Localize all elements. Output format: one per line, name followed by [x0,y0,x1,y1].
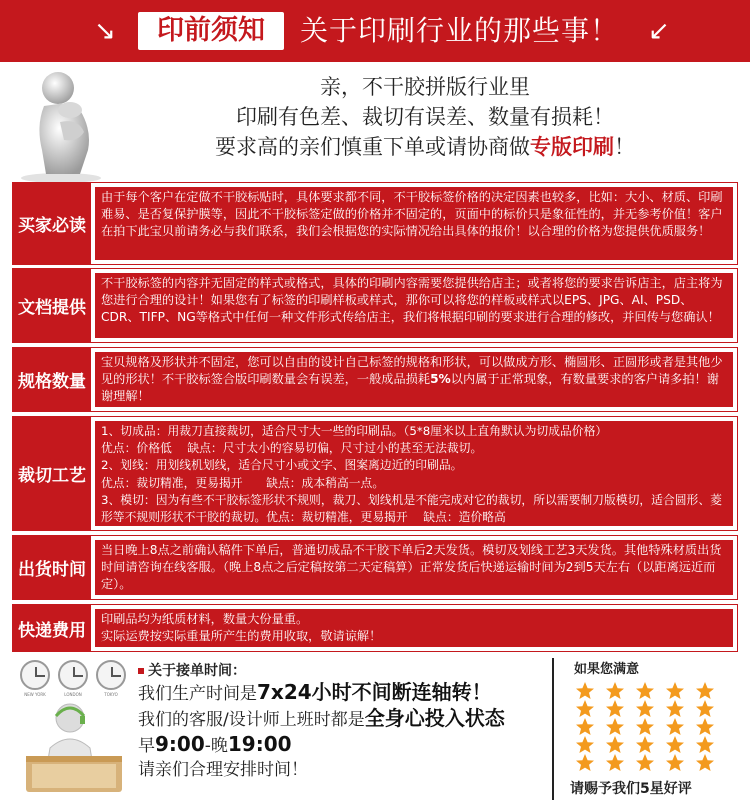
star-icon [636,700,654,718]
rating-prompt [552,658,738,800]
section-label: 快递费用 [13,605,91,651]
star-icon [666,700,684,718]
section-spec-quantity [12,347,738,412]
star-icon [606,682,624,700]
header-tag: 印前须知 [138,12,284,50]
section-body: 印刷品均为纸质材料，数量大份量重。 实际运费按实际重量所产生的费用收取，敬请谅解！ [95,609,733,647]
star-icon [666,754,684,772]
star-icon [606,736,624,754]
star-icon [606,754,624,772]
bottom-info [12,658,738,800]
section-shipping-time [12,535,738,600]
star-icon [666,718,684,736]
loss-rate: 5% [430,372,451,386]
bullet-icon [138,668,144,674]
header-headline: 关于印刷行业的那些事！ [300,14,620,47]
section-shipping-cost [12,604,738,652]
world-clocks: NEW YORK LONDON TOKYO [20,660,130,698]
section-buyer-notice [12,182,738,265]
thinking-person-icon [16,66,106,184]
star-icon [696,736,714,754]
star-icon [576,754,594,772]
section-label: 出货时间 [13,536,91,599]
rating-title: 如果您满意 [574,662,640,677]
star-icon [576,700,594,718]
star-icon [696,754,714,772]
five-star-grid [576,682,726,772]
star-icon [666,736,684,754]
section-label: 文档提供 [13,269,91,342]
star-icon [696,682,714,700]
star-icon [606,700,624,718]
section-file-provision [12,268,738,343]
star-icon [696,700,714,718]
section-label: 规格数量 [13,348,91,411]
header-banner [0,0,750,62]
section-body: 1、切成品：用裁刀直接裁切，适合尺寸大一些的印刷品。（5*8厘米以上直角默认为切成品价格） 优点：价格低 缺点：尺寸太小的容易切偏，尺寸过小的甚至无法裁切。 2、划线：用划线机划线，适合尺寸小或文字、图案离边近的印刷品。 优点：裁切精准，更易揭开 缺点：成本稍高一点。 3、模切：因为有些不干胶标签形状不规则，裁刀、划线机是不能完成对它的裁切，所以需要制刀版模切，适合圆形、菱形等不规则形状不干胶的裁切。优点：裁切精准，更易揭开 缺点：造价略高 [95,421,733,526]
section-body: 宝贝规格及形状并不固定，您可以自由的设计自己标签的规格和形状，可以做成方形、椭圆形、正圆形或者是其他少见的形状！不干胶标签合版印刷数量会有误差，一般成品损耗5%以内属于正常现象，有数量要求的客户请多拍！谢谢理解！ [95,352,733,407]
intro-line-3: 要求高的亲们慎重下单或请协商做专版印刷！ [215,135,635,159]
order-hours: 关于接单时间： 我们生产时间是7x24小时不间断连轴转！ 我们的客服/设计师上班时都是全身心投入状态 早9:00-晚19:00 请亲们合理安排时间！ [138,663,505,780]
clock-icon [20,660,50,690]
arrow-down-left-icon: ↙ [648,16,670,46]
intro-emphasis: 专版印刷 [530,135,614,159]
section-cutting-process [12,416,738,531]
section-label: 买家必读 [13,183,91,264]
star-icon [576,718,594,736]
arrow-down-right-icon: ↘ [94,16,116,46]
section-label: 裁切工艺 [13,417,91,530]
section-body: 当日晚上8点之前确认稿件下单后，普通切成品不干胶下单后2天发货。模切及划线工艺3天发货。其他特殊材质出货时间请咨询在线客服。（晚上8点之后定稿按第二天定稿算）正常发货后快递运输时间为2到5天左右（以距离远近而定）。 [95,540,733,595]
clock-icon [58,660,88,690]
star-icon [696,718,714,736]
star-icon [636,682,654,700]
star-icon [576,736,594,754]
star-icon [636,718,654,736]
intro-line-2: 印刷有色差、裁切有误差、数量有损耗！ [236,105,614,129]
section-body: 由于每个客户在定做不干胶标贴时，具体要求都不同，不干胶标签价格的决定因素也较多，比如：大小、材质、印刷难易、是否复保护膜等，因此不干胶标签定做的价格并不固定的，页面中的标价只是象征性的，并无参考价值！客户在拍下此宝贝前请务必与我们联系，我们会根据您的实际情况给出具体的报价！以合理的价格为您提供优质服务！ [95,187,733,260]
clock-icon [96,660,126,690]
star-icon [636,754,654,772]
section-body: 不干胶标签的内容并无固定的样式或格式，具体的印刷内容需要您提供给店主；或者将您的要求告诉店主，店主将为您进行合理的设计！如果您有了标签的印刷样板或样式，那你可以将您的样板或样式以EPS、JPG、AI、PSD、CDR、TIFP、NG等格式中任何一种文件形式传给店主，我们将根据印刷的要求进行合理的修改，并回传与您确认！ [95,273,733,338]
rating-request: 请赐予我们5星好评 [570,781,692,797]
customer-service-icon [12,698,136,798]
star-icon [636,736,654,754]
intro-line-1: 亲，不干胶拼版行业里 [320,75,530,99]
star-icon [666,682,684,700]
star-icon [576,682,594,700]
intro-notice [110,72,740,162]
star-icon [606,718,624,736]
